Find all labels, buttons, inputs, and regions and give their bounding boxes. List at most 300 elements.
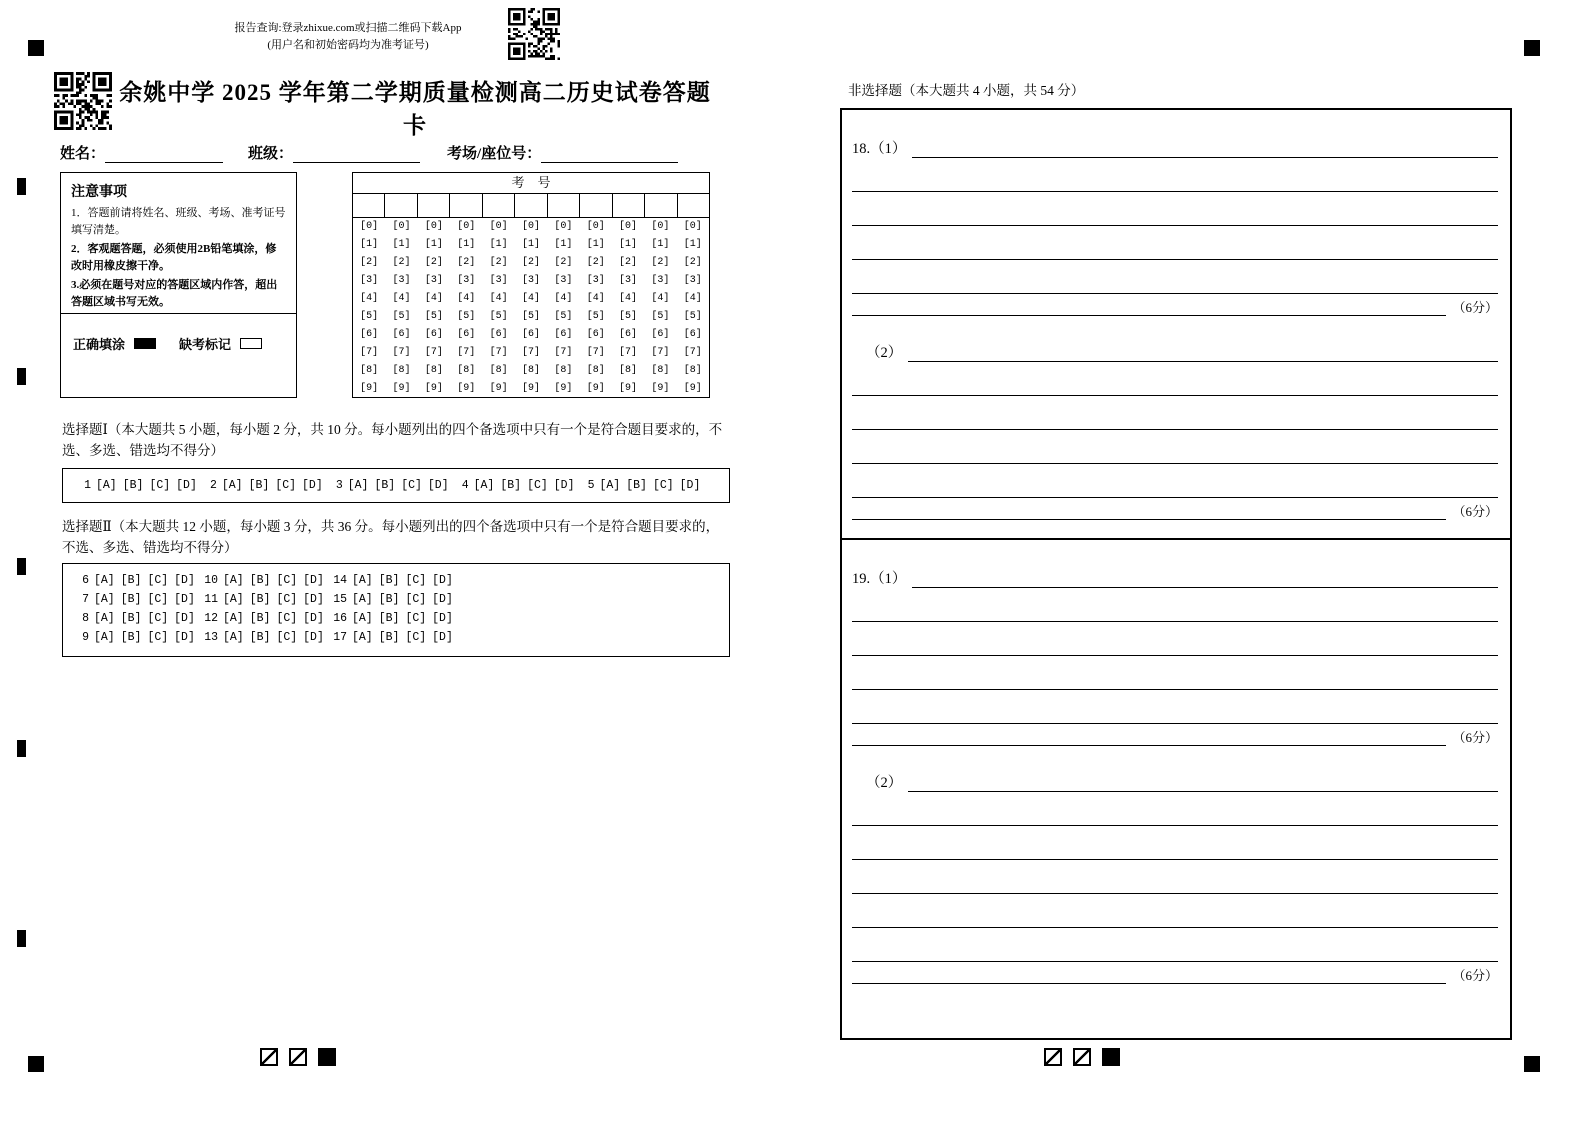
answer-line[interactable] [852, 792, 1498, 826]
exam-number-bubble[interactable]: [5] [683, 311, 702, 322]
answer-option-bubble[interactable]: [C] [652, 479, 674, 492]
exam-number-bubble[interactable]: [0] [392, 221, 411, 232]
exam-number-bubble[interactable]: [2] [586, 257, 605, 268]
essay-part-label: 19.（1） [852, 571, 907, 587]
exam-number-bubble[interactable]: [7] [360, 347, 379, 358]
sync-mark-icon [289, 1048, 307, 1066]
registration-mark [17, 740, 26, 757]
question-number: 10 [204, 574, 218, 587]
exam-number-bubble[interactable]: [5] [457, 311, 476, 322]
answer-line[interactable] [852, 690, 1498, 724]
question-group [75, 593, 204, 606]
section2-answers [75, 571, 729, 647]
left-qr-code [54, 72, 112, 130]
exam-number-bubble[interactable]: [9] [651, 383, 670, 394]
answer-option-bubble[interactable]: [D] [303, 631, 324, 644]
question-group [77, 479, 203, 492]
answer-line[interactable] [852, 724, 1446, 746]
exam-number-bubble[interactable]: [1] [521, 239, 540, 250]
exam-number-bubble[interactable]: [5] [554, 311, 573, 322]
answer-option-bubble[interactable]: [B] [249, 612, 271, 625]
section2-answer-row [75, 609, 729, 628]
exam-number-bubble[interactable]: [1] [683, 239, 702, 250]
exam-number-bubble[interactable]: [2] [457, 257, 476, 268]
answer-option-bubble[interactable]: [D] [176, 479, 197, 492]
exam-number-bubble[interactable]: [4] [457, 293, 476, 304]
exam-number-bubble[interactable]: [0] [586, 221, 605, 232]
answer-option-bubble[interactable]: [A] [223, 574, 244, 587]
sync-mark-icon [1073, 1048, 1091, 1066]
sync-mark-icon [1102, 1048, 1120, 1066]
answer-option-bubble[interactable]: [B] [378, 631, 400, 644]
answer-option-bubble[interactable]: [D] [432, 631, 453, 644]
answer-line[interactable] [852, 622, 1498, 656]
exam-number-bubble[interactable]: [2] [683, 257, 702, 268]
answer-option-bubble[interactable]: [C] [405, 574, 427, 587]
answer-option-bubble[interactable]: [C] [527, 479, 548, 492]
seat-input-line[interactable] [541, 145, 678, 163]
exam-number-bubble[interactable]: [1] [392, 239, 411, 250]
exam-number-bubble[interactable]: [9] [683, 383, 702, 394]
exam-number-bubble[interactable]: [6] [586, 329, 605, 340]
exam-number-bubble[interactable]: [0] [651, 221, 670, 232]
answer-option-bubble[interactable]: [B] [378, 612, 400, 625]
exam-number-bubble[interactable]: [7] [521, 347, 540, 358]
name-input-line[interactable] [105, 145, 223, 163]
exam-number-bubble[interactable]: [8] [521, 365, 540, 376]
exam-number-bubble[interactable]: [2] [489, 257, 508, 268]
question-number: 16 [333, 612, 347, 625]
answer-option-bubble[interactable]: [D] [432, 612, 453, 625]
answer-option-bubble[interactable]: [D] [303, 574, 324, 587]
exam-number-bubble[interactable]: [8] [586, 365, 605, 376]
registration-mark [17, 558, 26, 575]
exam-number-bubble[interactable]: [9] [360, 383, 379, 394]
exam-number-bubble[interactable]: [0] [554, 221, 573, 232]
registration-mark [17, 178, 26, 195]
exam-number-writein-cell[interactable] [580, 194, 612, 217]
answer-option-bubble[interactable]: [A] [352, 612, 373, 625]
answer-option-bubble[interactable]: [C] [276, 593, 298, 606]
exam-number-writein-cell[interactable] [353, 194, 385, 217]
exam-number-bubble[interactable]: [3] [651, 275, 670, 286]
answer-option-bubble[interactable]: [A] [473, 479, 495, 492]
exam-number-bubble[interactable]: [7] [392, 347, 411, 358]
answer-option-bubble[interactable]: [A] [94, 612, 115, 625]
exam-number-bubble[interactable]: [3] [392, 275, 411, 286]
answer-option-bubble[interactable]: [A] [352, 631, 373, 644]
exam-number-bubble[interactable]: [3] [521, 275, 540, 286]
exam-number-writein-row [353, 194, 709, 218]
answer-line[interactable] [852, 362, 1498, 396]
exam-number-bubble[interactable]: [2] [521, 257, 540, 268]
top-qr-code [508, 8, 560, 60]
exam-number-bubble[interactable]: [4] [424, 293, 443, 304]
essay-part [852, 758, 1498, 984]
score-label: （6分） [1452, 504, 1498, 519]
essay-part [852, 124, 1498, 316]
exam-number-bubble[interactable]: [6] [683, 329, 702, 340]
exam-number-grid-body [353, 194, 709, 398]
exam-number-bubble[interactable]: [0] [489, 221, 508, 232]
exam-number-writein-cell[interactable] [515, 194, 547, 217]
exam-number-bubble[interactable]: [1] [619, 239, 638, 250]
exam-number-bubble[interactable]: [4] [683, 293, 702, 304]
question-number: 6 [82, 574, 89, 587]
answer-line[interactable] [852, 158, 1498, 192]
essay-part [852, 328, 1498, 520]
exam-number-bubble[interactable]: [5] [424, 311, 443, 322]
question-number: 9 [82, 631, 89, 644]
exam-number-writein-cell[interactable] [483, 194, 515, 217]
question-number: 2 [209, 479, 217, 492]
answer-line[interactable] [852, 464, 1498, 498]
exam-number-bubble[interactable]: [7] [424, 347, 443, 358]
answer-option-bubble[interactable]: [B] [122, 479, 144, 492]
section1-answers [77, 479, 701, 492]
registration-sync-marks [260, 1048, 336, 1066]
question-group [204, 631, 333, 644]
exam-number-bubble[interactable]: [8] [619, 365, 638, 376]
exam-number-bubble[interactable]: [3] [424, 275, 443, 286]
answer-line[interactable] [852, 498, 1446, 520]
exam-number-bubble[interactable]: [1] [489, 239, 508, 250]
answer-option-bubble[interactable]: [D] [679, 479, 701, 492]
answer-line[interactable] [852, 656, 1498, 690]
answer-option-bubble[interactable]: [A] [223, 593, 244, 606]
answer-option-bubble[interactable]: [C] [147, 593, 169, 606]
answer-option-bubble[interactable]: [B] [120, 574, 142, 587]
answer-option-bubble[interactable]: [D] [303, 593, 324, 606]
answer-option-bubble[interactable]: [D] [302, 479, 323, 492]
exam-number-bubble[interactable]: [0] [619, 221, 638, 232]
exam-number-writein-cell[interactable] [613, 194, 645, 217]
answer-option-bubble[interactable]: [A] [347, 479, 369, 492]
sheet-title: 余姚中学 2025 学年第二学期质量检测高二历史试卷答题卡 [119, 80, 711, 138]
exam-number-grid [352, 172, 710, 398]
answer-option-bubble[interactable]: [D] [174, 612, 195, 625]
answer-line[interactable] [852, 860, 1498, 894]
exam-number-bubble[interactable]: [9] [586, 383, 605, 394]
exam-number-bubble[interactable]: [9] [392, 383, 411, 394]
class-label: 班级： [248, 146, 294, 162]
exam-number-bubble[interactable]: [9] [489, 383, 508, 394]
exam-number-bubble[interactable]: [3] [586, 275, 605, 286]
exam-number-bubble[interactable]: [0] [360, 221, 379, 232]
question-group [204, 612, 333, 625]
answer-option-bubble[interactable]: [D] [303, 612, 324, 625]
question-group [75, 574, 204, 587]
answer-option-bubble[interactable]: [C] [276, 631, 298, 644]
answer-option-bubble[interactable]: [D] [432, 593, 453, 606]
answer-option-bubble[interactable]: [D] [174, 574, 195, 587]
section2-answer-box [62, 563, 730, 657]
answer-option-bubble[interactable]: [C] [405, 631, 427, 644]
exam-number-digit-row [353, 254, 709, 272]
exam-number-bubble[interactable]: [8] [554, 365, 573, 376]
exam-number-bubble[interactable]: [1] [651, 239, 670, 250]
answer-line[interactable] [912, 554, 1498, 588]
exam-number-bubble[interactable]: [0] [457, 221, 476, 232]
answer-option-bubble[interactable]: [A] [94, 574, 115, 587]
essay-part-label: （2） [866, 775, 903, 791]
exam-number-digit-row [353, 380, 709, 398]
exam-number-title: 考 号 [353, 173, 709, 194]
exam-number-bubble[interactable]: [3] [619, 275, 638, 286]
exam-number-bubble[interactable]: [5] [586, 311, 605, 322]
exam-number-bubble[interactable]: [3] [360, 275, 379, 286]
report-query-line1: 报告查询:登录zhixue.com或扫描二维码下载App [234, 22, 462, 34]
answer-option-bubble[interactable]: [B] [120, 631, 142, 644]
answer-option-bubble[interactable]: [C] [405, 593, 427, 606]
exam-number-bubble[interactable]: [1] [360, 239, 379, 250]
answer-option-bubble[interactable]: [A] [96, 479, 117, 492]
exam-number-bubble[interactable]: [0] [521, 221, 540, 232]
exam-number-bubble[interactable]: [1] [586, 239, 605, 250]
exam-number-bubble[interactable]: [6] [651, 329, 670, 340]
exam-number-bubble[interactable]: [9] [424, 383, 443, 394]
seat-label: 考场/座位号： [447, 146, 542, 162]
exam-number-bubble[interactable]: [9] [554, 383, 573, 394]
exam-number-bubble[interactable]: [1] [554, 239, 573, 250]
exam-number-writein-cell[interactable] [678, 194, 709, 217]
question-number: 3 [335, 479, 343, 492]
exam-number-bubble[interactable]: [8] [683, 365, 702, 376]
exam-number-bubble[interactable]: [2] [424, 257, 443, 268]
answer-option-bubble[interactable]: [C] [147, 574, 169, 587]
essay-part-label: （2） [866, 345, 903, 361]
notice-items [71, 205, 286, 313]
exam-number-digit-row [353, 308, 709, 326]
essay-part [852, 554, 1498, 746]
exam-number-bubble[interactable]: [6] [360, 329, 379, 340]
answer-option-bubble[interactable]: [B] [120, 593, 142, 606]
answer-option-bubble[interactable]: [C] [405, 612, 427, 625]
section2-instructions: 选择题Ⅱ（本大题共 12 小题，每小题 3 分，共 36 分。每小题列出的四个备选项中只有一个是符合题目要求的，不选、多选、错选均不得分） [62, 519, 720, 555]
answer-option-bubble[interactable]: [D] [174, 593, 195, 606]
answer-option-bubble[interactable]: [C] [149, 479, 171, 492]
exam-number-bubble[interactable]: [8] [360, 365, 379, 376]
exam-number-bubble[interactable]: [0] [424, 221, 443, 232]
exam-number-bubble[interactable]: [7] [457, 347, 476, 358]
answer-option-bubble[interactable]: [A] [221, 479, 243, 492]
registration-mark [1524, 40, 1540, 56]
answer-option-bubble[interactable]: [C] [401, 479, 422, 492]
exam-number-writein-cell[interactable] [450, 194, 482, 217]
exam-number-bubble[interactable]: [4] [392, 293, 411, 304]
essay-question [842, 110, 1510, 540]
answer-option-bubble[interactable]: [C] [276, 612, 298, 625]
exam-number-bubble[interactable]: [4] [360, 293, 379, 304]
answer-option-bubble[interactable]: [B] [249, 574, 271, 587]
exam-number-bubble[interactable]: [1] [424, 239, 443, 250]
exam-number-digit-row [353, 344, 709, 362]
exam-number-bubble[interactable]: [4] [651, 293, 670, 304]
answer-option-bubble[interactable]: [C] [275, 479, 297, 492]
question-group [333, 631, 462, 644]
answer-option-bubble[interactable]: [B] [626, 479, 647, 492]
answer-option-bubble[interactable]: [A] [94, 631, 115, 644]
answer-line[interactable] [908, 758, 1498, 792]
exam-number-bubble[interactable]: [9] [457, 383, 476, 394]
answer-option-bubble[interactable]: [B] [500, 479, 522, 492]
exam-number-bubble[interactable]: [2] [554, 257, 573, 268]
answer-line[interactable] [908, 328, 1498, 362]
answer-option-bubble[interactable]: [A] [599, 479, 621, 492]
answer-line[interactable] [852, 260, 1498, 294]
exam-number-bubble[interactable]: [5] [360, 311, 379, 322]
answer-line[interactable] [852, 928, 1498, 962]
registration-mark [17, 930, 26, 947]
exam-number-bubble[interactable]: [5] [651, 311, 670, 322]
exam-number-bubble[interactable]: [8] [392, 365, 411, 376]
exam-number-digit-row [353, 290, 709, 308]
exam-number-writein-cell[interactable] [385, 194, 417, 217]
answer-option-bubble[interactable]: [B] [374, 479, 396, 492]
exam-number-bubble[interactable]: [7] [651, 347, 670, 358]
exam-number-writein-cell[interactable] [418, 194, 450, 217]
answer-option-bubble[interactable]: [D] [553, 479, 575, 492]
exam-number-bubble[interactable]: [8] [489, 365, 508, 376]
notice-item: 1．答题前请将姓名、班级、考场、准考证号填写清楚。 [71, 207, 286, 237]
exam-number-digit-row [353, 272, 709, 290]
exam-number-bubble[interactable]: [6] [424, 329, 443, 340]
answer-option-bubble[interactable]: [C] [147, 612, 169, 625]
section1-answer-box [62, 468, 730, 503]
exam-number-bubble[interactable]: [3] [457, 275, 476, 286]
section2-answer-row [75, 571, 729, 590]
exam-number-bubble[interactable]: [6] [521, 329, 540, 340]
answer-line[interactable] [852, 226, 1498, 260]
exam-number-bubble[interactable]: [8] [457, 365, 476, 376]
exam-number-writein-cell[interactable] [548, 194, 580, 217]
exam-number-bubble[interactable]: [3] [489, 275, 508, 286]
correct-fill-label: 正确填涂 [73, 337, 126, 352]
answer-option-bubble[interactable]: [A] [223, 612, 244, 625]
answer-option-bubble[interactable]: [B] [248, 479, 270, 492]
question-group [75, 631, 204, 644]
class-input-line[interactable] [293, 145, 420, 163]
answer-option-bubble[interactable]: [A] [352, 574, 373, 587]
exam-number-bubble[interactable]: [2] [651, 257, 670, 268]
exam-number-bubble[interactable]: [7] [619, 347, 638, 358]
exam-number-bubble[interactable]: [3] [683, 275, 702, 286]
exam-number-bubble[interactable]: [5] [392, 311, 411, 322]
exam-number-bubble[interactable]: [9] [521, 383, 540, 394]
exam-number-bubble[interactable]: [4] [619, 293, 638, 304]
answer-line[interactable] [852, 396, 1498, 430]
answer-option-bubble[interactable]: [D] [432, 574, 453, 587]
question-number: 5 [587, 479, 595, 492]
exam-number-digit-row [353, 236, 709, 254]
exam-number-bubble[interactable]: [1] [457, 239, 476, 250]
report-query-line2: (用户名和初始密码均为准考证号) [267, 38, 429, 51]
answer-line[interactable] [852, 430, 1498, 464]
exam-number-bubble[interactable]: [4] [521, 293, 540, 304]
exam-number-bubble[interactable]: [7] [586, 347, 605, 358]
exam-number-bubble[interactable]: [6] [392, 329, 411, 340]
exam-number-bubble[interactable]: [7] [683, 347, 702, 358]
exam-number-bubble[interactable]: [8] [651, 365, 670, 376]
exam-number-writein-cell[interactable] [645, 194, 677, 217]
absent-mark-sample-icon [240, 338, 262, 349]
answer-option-bubble[interactable]: [B] [249, 593, 271, 606]
exam-number-bubble[interactable]: [2] [360, 257, 379, 268]
exam-number-bubble[interactable]: [9] [619, 383, 638, 394]
answer-option-bubble[interactable]: [C] [276, 574, 298, 587]
answer-option-bubble[interactable]: [D] [427, 479, 449, 492]
score-label: （6分） [1452, 730, 1498, 745]
answer-option-bubble[interactable]: [B] [120, 612, 142, 625]
exam-number-bubble[interactable]: [7] [489, 347, 508, 358]
question-group [333, 574, 462, 587]
exam-number-bubble[interactable]: [2] [619, 257, 638, 268]
answer-option-bubble[interactable]: [A] [223, 631, 244, 644]
registration-mark [28, 1056, 44, 1072]
answer-line[interactable] [852, 962, 1446, 984]
exam-number-bubble[interactable]: [6] [554, 329, 573, 340]
answer-option-bubble[interactable]: [B] [249, 631, 271, 644]
question-group [204, 593, 333, 606]
exam-number-bubble[interactable]: [3] [554, 275, 573, 286]
exam-number-bubble[interactable]: [5] [489, 311, 508, 322]
exam-number-bubble[interactable]: [4] [586, 293, 605, 304]
exam-number-bubble[interactable]: [4] [554, 293, 573, 304]
exam-number-bubble[interactable]: [5] [619, 311, 638, 322]
score-label: （6分） [1452, 968, 1498, 983]
essay-question [842, 540, 1510, 1038]
question-group [455, 479, 581, 492]
answer-line[interactable] [852, 294, 1446, 316]
question-number: 1 [84, 479, 91, 492]
answer-option-bubble[interactable]: [C] [147, 631, 169, 644]
notice-box [60, 172, 297, 398]
answer-option-bubble[interactable]: [D] [174, 631, 195, 644]
registration-mark [28, 40, 44, 56]
essay-section-header: 非选择题（本大题共 4 小题，共 54 分） [848, 83, 1085, 98]
answer-option-bubble[interactable]: [A] [352, 593, 373, 606]
question-group [581, 479, 707, 492]
exam-number-bubble[interactable]: [2] [392, 257, 411, 268]
answer-line[interactable] [912, 124, 1498, 158]
question-number: 8 [82, 612, 89, 625]
exam-number-bubble[interactable]: [6] [489, 329, 508, 340]
answer-line[interactable] [852, 894, 1498, 928]
name-label: 姓名： [60, 146, 106, 162]
student-info-row [60, 143, 720, 163]
exam-number-bubble[interactable]: [5] [521, 311, 540, 322]
question-number: 14 [333, 574, 347, 587]
answer-line[interactable] [852, 192, 1498, 226]
question-group [333, 593, 462, 606]
answer-option-bubble[interactable]: [B] [378, 593, 400, 606]
exam-number-bubble[interactable]: [8] [424, 365, 443, 376]
answer-option-bubble[interactable]: [B] [378, 574, 400, 587]
exam-number-digit-row [353, 362, 709, 380]
exam-number-bubble[interactable]: [0] [683, 221, 702, 232]
question-number: 4 [461, 479, 469, 492]
question-number: 11 [204, 593, 218, 606]
answer-option-bubble[interactable]: [A] [94, 593, 115, 606]
exam-number-bubble[interactable]: [6] [457, 329, 476, 340]
score-label: （6分） [1452, 300, 1498, 315]
exam-number-bubble[interactable]: [4] [489, 293, 508, 304]
exam-number-bubble[interactable]: [6] [619, 329, 638, 340]
answer-line[interactable] [852, 826, 1498, 860]
answer-line[interactable] [852, 588, 1498, 622]
exam-number-bubble[interactable]: [7] [554, 347, 573, 358]
section1-instructions: 选择题Ⅰ（本大题共 5 小题，每小题 2 分，共 10 分。每小题列出的四个备选项中只有一个是符合题目要求的，不选、多选、错选均不得分） [62, 422, 723, 458]
